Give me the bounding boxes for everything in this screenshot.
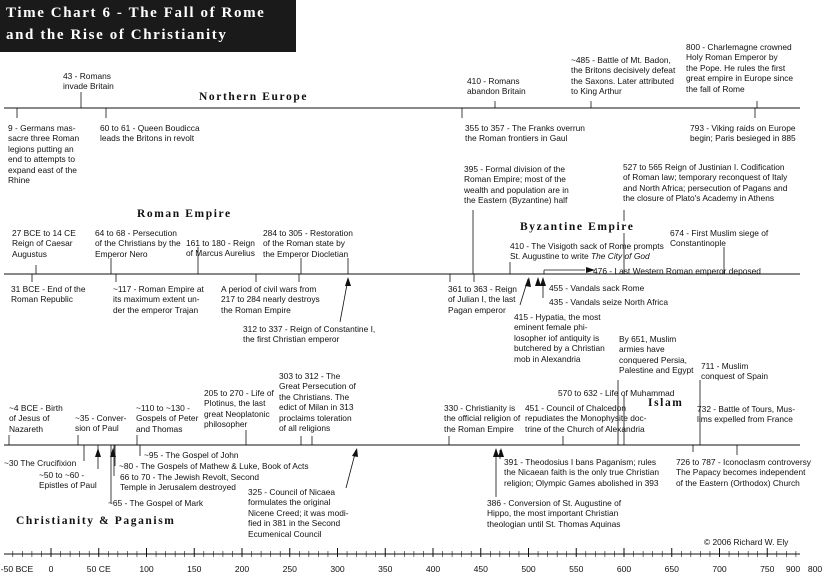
note-line: ~485 - Battle of Mt. Badon, — [571, 55, 671, 65]
axis-tick-label: 800 — [807, 564, 822, 574]
note-line: formulates the original — [248, 497, 331, 508]
note-711-spain — [701, 361, 768, 382]
note-line: of Roman law; temporary reconquest of Italy — [623, 172, 788, 183]
note-line: 800 - Charlemagne crowned — [686, 42, 792, 52]
note-line: lims expelled from France — [697, 414, 793, 425]
note-line: Nicene Creed; it was modi- — [248, 507, 349, 518]
note-line: and North Africa; persecution of Pagans and — [623, 182, 788, 193]
note-line: Roman Republic — [11, 294, 73, 305]
axis-tick-label: 0 — [48, 564, 54, 574]
axis-tick-label: 600 — [616, 564, 632, 574]
arrow-312 — [345, 277, 351, 286]
chart-title-line1: Time Chart 6 - The Fall of Rome — [6, 5, 266, 21]
axis-tick-label: 50 CE — [86, 564, 111, 574]
axis-tick-label: -50 BCE — [0, 564, 34, 574]
note-line: Augustus — [12, 248, 47, 259]
arrow-415 — [525, 277, 531, 287]
note-line: 410 - Romans — [467, 76, 520, 86]
note-570-muhammad: 570 to 632 - Life of Muhammad — [558, 388, 675, 398]
note-line: trine of the Church of Alexandria — [525, 423, 645, 434]
note-line: der the emperor Trajan — [113, 304, 199, 315]
note-line: Emperor Nero — [95, 248, 148, 259]
note-485-mt-badon — [571, 55, 675, 97]
note-43-romans-invade-britain — [63, 71, 114, 92]
note-line: sion of Paul — [75, 423, 119, 434]
note-line: legions putting an — [8, 143, 74, 154]
arrow-386 — [493, 448, 499, 457]
note-line: A period of civil wars from — [221, 284, 317, 294]
note-line: Plotinus, the last — [204, 398, 266, 409]
axis-tick-label: 900 — [785, 564, 801, 574]
axis-tick-label: 350 — [378, 564, 393, 574]
axis-tick-label: 700 — [712, 564, 727, 574]
note-527-justinian — [623, 162, 787, 204]
note-line: 27 BCE to 14 CE — [12, 228, 76, 238]
note-line: ~4 BCE - Birth — [9, 403, 63, 413]
note-line: expand east of the — [8, 164, 77, 175]
note-line: Epistles of Paul — [39, 480, 97, 491]
note-line: 66 to 70 - The Jewish Revolt, Second — [120, 472, 260, 482]
note-line: ~117 - Roman Empire at — [113, 284, 204, 294]
arrow-455 — [535, 277, 541, 286]
note-line: Temple in Jerusalem destroyed — [120, 482, 236, 493]
note-line: 451 - Council of Chalcedon — [525, 403, 627, 413]
note-726-iconoclasm — [676, 457, 811, 488]
note-line: butchered by a Christian — [514, 343, 605, 354]
note-30-crucifixion: ~30 The Crucifixion — [4, 458, 77, 468]
note-355-franks — [465, 123, 585, 144]
note-line: of Julian I, the last — [448, 294, 516, 305]
note-line: the first Christian emperor — [243, 334, 340, 345]
note-312-constantine — [243, 324, 375, 345]
note-410-abandon-britain — [467, 76, 526, 97]
note-line: the closure of Plato's Academy in Athens — [623, 193, 775, 204]
section-roman-empire: Roman Empire — [134, 208, 235, 220]
note-line: 325 - Council of Nicaea — [248, 487, 336, 497]
note-line: 303 to 312 - The — [279, 371, 341, 381]
note-361-julian — [448, 284, 517, 315]
axis-tick-label: 250 — [282, 564, 297, 574]
note-line: of Jesus of — [9, 413, 50, 424]
copyright: © 2006 Richard W. Ely — [704, 537, 789, 547]
note-line: of the Eastern (Orthodox) Church — [676, 477, 800, 488]
note-410-line1: 410 - The Visigoth sack of Rome prompts — [510, 241, 664, 251]
note-800-charlemagne — [686, 42, 793, 94]
note-line: 9 - Germans mas- — [8, 123, 76, 133]
note-line: 395 - Formal division of the — [464, 164, 566, 174]
note-455-vandals-sack: 455 - Vandals sack Rome — [549, 283, 645, 293]
note-386-augustine — [487, 498, 621, 529]
note-line: 60 to 61 - Queen Boudicca — [100, 123, 200, 133]
note-410-line2: St. Augustine to write — [510, 251, 592, 262]
note-284-diocletian — [263, 228, 353, 259]
note-line: religion; Olympic Games abolished in 393 — [504, 477, 659, 488]
axis-tick-label: 400 — [425, 564, 441, 574]
note-line: 793 - Viking raids on Europe — [690, 123, 796, 133]
note-line: invade Britain — [63, 81, 114, 92]
note-line: 43 - Romans — [63, 71, 111, 81]
note-line: the Christians. The — [279, 391, 350, 402]
note-line: the Nicaean faith is the only true Christian — [504, 467, 660, 478]
note-line: armies have — [619, 344, 665, 355]
axis-tick-label: 100 — [139, 564, 154, 574]
note-4bce-birth-jesus — [9, 403, 63, 434]
note-line: 391 - Theodosius I bans Paganism; rules — [504, 457, 657, 467]
note-325-nicaea — [248, 487, 349, 539]
note-line: of Marcus Aurelius — [186, 248, 255, 259]
note-line: philosopher — [204, 419, 248, 430]
note-line: Great Persecution of — [279, 381, 356, 392]
note-line: the official religion of — [444, 413, 521, 424]
note-27bce-augustus — [12, 228, 76, 259]
note-line: 64 to 68 - Persecution — [95, 228, 177, 238]
note-64-nero — [95, 228, 181, 259]
note-line: of the Christians by the — [95, 238, 181, 249]
note-80-gospels-matthew-luke: ~80 - The Gospels of Mathew & Luke, Book of Acts — [119, 461, 309, 471]
note-35-conversion-paul — [75, 413, 126, 434]
note-303-great-persecution — [279, 371, 356, 433]
note-line: By 651, Muslim — [619, 334, 677, 344]
note-line: the Emperor Diocletian — [263, 248, 349, 259]
note-line: to King Arthur — [571, 86, 622, 97]
note-65-gospel-mark: ~65 - The Gospel of Mark — [108, 498, 204, 508]
note-161-marcus-aurelius — [186, 238, 255, 259]
note-line: of the Roman state by — [263, 238, 345, 249]
note-410-city-of-god: The City of God — [591, 251, 650, 262]
note-line: ~110 to ~130 - — [136, 403, 190, 413]
note-line: 386 - Conversion of St. Augustine of — [487, 498, 622, 508]
note-line: Hippo, the most important Christian — [487, 508, 619, 519]
note-line: 330 - Christianity is — [444, 403, 516, 413]
note-line: theologian until St. Thomas Aquinas — [487, 518, 621, 529]
note-793-vikings — [690, 123, 796, 144]
note-line: the Eastern (Byzantine) half — [464, 195, 568, 206]
note-732-tours — [697, 404, 795, 425]
note-line: fied in 381 in the Second — [248, 518, 341, 529]
section-byzantine-empire: Byzantine Empire — [517, 221, 638, 233]
note-line: conquered Persia, — [619, 354, 687, 365]
axis-tick-label: 750 — [760, 564, 775, 574]
note-line: Constantinople — [670, 238, 726, 249]
note-410-visigoth-sack — [510, 241, 664, 262]
note-civil-wars — [221, 284, 320, 315]
note-line: the Roman Empire — [221, 304, 291, 315]
note-110-gospels-peter-thomas — [136, 403, 198, 434]
note-line: ~50 to ~60 - — [39, 470, 85, 480]
note-line: the Roman Empire — [444, 423, 514, 434]
note-line: 355 to 357 - The Franks overrun — [465, 123, 585, 133]
note-line: proclaims toleration — [279, 412, 352, 423]
note-415-hypatia — [514, 312, 605, 364]
note-line: 217 to 284 nearly destroys — [221, 294, 320, 305]
note-line: Ecumenical Council — [248, 528, 322, 539]
note-line: great empire in Europe since — [686, 73, 794, 84]
note-line: Nazareth — [9, 423, 43, 434]
axis-tick-label: 550 — [569, 564, 584, 574]
note-line: leads the Britons in revolt — [100, 133, 195, 144]
section-islam: Islam — [645, 397, 686, 409]
note-205-plotinus — [204, 388, 274, 430]
note-line: the Saxons. Later attributed — [571, 75, 674, 86]
note-line: 205 to 270 - Life of — [204, 388, 274, 398]
time-axis-ticks — [13, 548, 796, 557]
note-651-conquests — [619, 334, 694, 376]
arrow-391 — [498, 448, 504, 457]
note-line: 726 to 787 - Iconoclasm controversy — [676, 457, 811, 467]
note-31bce-end-republic — [11, 284, 86, 305]
note-line: 361 to 363 - Reign — [448, 284, 517, 294]
note-line: 732 - Battle of Tours, Mus- — [697, 404, 796, 414]
note-95-gospel-john: ~95 - The Gospel of John — [144, 450, 239, 460]
note-line: 415 - Hypatia, the most — [514, 312, 601, 322]
chart-title-line2: and the Rise of Christianity — [6, 27, 228, 43]
note-line: Rhine — [8, 175, 30, 186]
note-451-chalcedon — [525, 403, 647, 434]
time-axis-labels — [0, 564, 822, 576]
note-line: mob in Alexandria — [514, 353, 581, 364]
note-line: begin; Paris besieged in 885 — [690, 133, 796, 144]
note-330-official-religion — [444, 403, 520, 434]
axis-tick-label: 300 — [330, 564, 345, 574]
note-395-division — [464, 164, 569, 206]
note-line: Roman Empire; most of the — [464, 174, 566, 185]
axis-tick-label: 500 — [521, 564, 536, 574]
note-line: 674 - First Muslim siege of — [670, 228, 769, 238]
note-line: losopher iof antiquity is — [514, 332, 600, 343]
note-line: wealth and population are in — [464, 184, 569, 195]
note-line: 711 - Muslim — [701, 361, 749, 371]
note-117-trajan — [113, 284, 204, 315]
note-435-vandals-africa: 435 - Vandals seize North Africa — [549, 297, 669, 307]
arrow-50 — [95, 448, 101, 457]
note-line: its maximum extent un- — [113, 294, 200, 305]
note-476-last-emperor: 476 - Last Western Roman emperor deposed — [593, 266, 761, 276]
note-line: conquest of Spain — [701, 371, 769, 382]
note-line: sacre three Roman — [8, 133, 80, 144]
note-line: The Papacy becomes independent — [676, 467, 806, 478]
arrow-435 — [540, 277, 546, 286]
note-line: eminent female phi- — [514, 322, 588, 333]
arrow-325 — [352, 448, 358, 457]
note-line: edict of Milan in 313 — [279, 402, 354, 413]
note-391-theodosius — [504, 457, 659, 488]
note-line: Holy Roman Emperor by — [686, 52, 778, 63]
title-bar — [0, 0, 296, 52]
axis-tick-label: 150 — [187, 564, 202, 574]
note-line: Reign of Caesar — [12, 238, 73, 249]
section-christianity-paganism: Christianity & Paganism — [13, 515, 178, 527]
note-line: of all religions — [279, 423, 331, 434]
note-line: the fall of Rome — [686, 83, 745, 94]
note-line: Pagan emperor — [448, 304, 506, 315]
note-line: abandon Britain — [467, 86, 526, 97]
note-line: end to attempts to — [8, 154, 76, 165]
note-line: repudiates the Monophysite doc- — [525, 413, 647, 424]
note-line: Palestine and Egypt — [619, 365, 694, 376]
note-line: 284 to 305 - Restoration — [263, 228, 353, 238]
axis-tick-label: 650 — [664, 564, 679, 574]
note-line: and Thomas — [136, 423, 183, 434]
section-northern-europe: Northern Europe — [196, 91, 311, 103]
note-line: the Roman frontiers in Gaul — [465, 133, 568, 144]
note-9-germans-massacre — [8, 123, 79, 185]
note-line: the Pope. He rules the first — [686, 62, 786, 73]
note-line: 312 to 337 - Reign of Constantine I, — [243, 324, 376, 334]
note-66-jewish-revolt — [120, 472, 259, 493]
axis-tick-label: 200 — [234, 564, 250, 574]
note-line: 527 to 565 Reign of Justinian I. Codification — [623, 162, 785, 172]
note-line: ~35 - Conver- — [75, 413, 127, 423]
note-line: the Britons decisively defeat — [571, 65, 676, 76]
note-674-siege — [670, 228, 768, 249]
axis-tick-label: 450 — [473, 564, 488, 574]
note-line: 31 BCE - End of the — [11, 284, 86, 294]
note-60-boudicca — [100, 123, 200, 144]
note-line: great Neoplatonic — [204, 408, 270, 419]
note-50-epistles-paul — [39, 470, 97, 491]
note-line: Gospels of Peter — [136, 413, 199, 424]
note-line: 161 to 180 - Reign — [186, 238, 255, 248]
